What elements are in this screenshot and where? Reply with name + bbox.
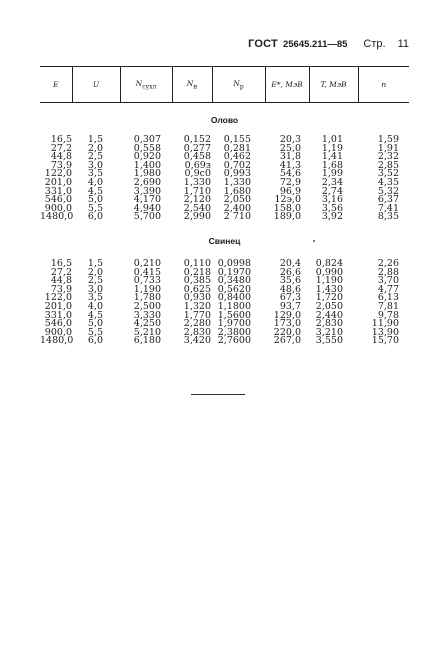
column-header-n-n: $N_н$ (172, 67, 212, 103)
cell-e-star: 267,0 (273, 335, 301, 347)
cell-e-star: 220,0 (273, 326, 301, 338)
cell-n: 4,77 (377, 283, 399, 295)
cell-n: 5,32 (377, 185, 399, 197)
cell-n-n: 0,69з (184, 159, 211, 171)
cell-u: 4,5 (87, 185, 103, 197)
cell-n: 8,35 (377, 211, 399, 223)
cell-e: 27,2 (50, 142, 72, 154)
cell-n-p: 1,9700 (217, 318, 251, 330)
cell-e: 27,2 (50, 266, 72, 278)
cell-n: 1,91 (377, 142, 399, 154)
cell-n-n: 1,770 (183, 309, 211, 321)
cell-e: 546,0 (44, 318, 72, 330)
cell-n-dry: 2,690 (133, 176, 161, 188)
cell-e-star: 20,4 (279, 257, 301, 269)
cell-u: 2,5 (87, 275, 103, 287)
cell-e: 16,5 (50, 257, 72, 269)
cell-n: 6,37 (377, 194, 399, 206)
cell-n-n: 0,277 (183, 142, 211, 154)
cell-n-p: 2 710 (223, 211, 251, 223)
cell-n-dry: 2,500 (133, 300, 161, 312)
cell-u: 3,5 (87, 168, 103, 180)
cell-u: 6,0 (87, 211, 103, 223)
cell-e-star: 12э,0 (274, 194, 301, 206)
cell-n-n: 0,218 (183, 266, 211, 278)
cell-e-star: 35,6 (279, 275, 301, 287)
cell-t: 1,430 (315, 283, 343, 295)
cell-u: 6,0 (87, 335, 103, 347)
cell-e: 44,8 (50, 275, 72, 287)
cell-n-dry: 3,390 (133, 185, 161, 197)
cell-u: 4,5 (87, 309, 103, 321)
section-row (40, 103, 409, 137)
cell-n-p: 0,0998 (217, 257, 251, 269)
cell-t: 3,210 (315, 326, 343, 338)
cell-n: 7,41 (377, 202, 399, 214)
cell-n-n: 2,540 (183, 202, 211, 214)
cell-u: 1,5 (87, 257, 103, 269)
cell-n-dry: 4,940 (133, 202, 161, 214)
cell-n-p: 0,5620 (217, 283, 251, 295)
cell-n-n: 0,385 (183, 275, 211, 287)
cell-t: 2,050 (315, 300, 343, 312)
cell-e: 546,0 (44, 194, 72, 206)
cell-e-star: 173,0 (273, 318, 301, 330)
cell-e: 122,0 (44, 292, 72, 304)
cell-n-p: 0,8400 (217, 292, 251, 304)
cell-e: 331,0 (44, 309, 72, 321)
cell-u: 5,5 (87, 202, 103, 214)
cell-n-p: 2,7600 (217, 335, 251, 347)
cell-e: 73,9 (50, 159, 72, 171)
cell-e-star: 96,9 (279, 185, 301, 197)
cell-e: 201,0 (44, 300, 72, 312)
table-header (40, 67, 409, 103)
cell-e-star: 54,6 (279, 168, 301, 180)
cell-n-dry: 5,700 (133, 211, 161, 223)
cell-e: 331,0 (44, 185, 72, 197)
cell-n-p: 2,050 (223, 194, 251, 206)
cell-n-p: 0,281 (223, 142, 251, 154)
cell-n-n: 0,930 (183, 292, 211, 304)
cell-u: 5,0 (87, 194, 103, 206)
cell-e-star: 93,7 (279, 300, 301, 312)
cell-n: 13,90 (371, 326, 399, 338)
cell-e: 900,0 (44, 202, 72, 214)
cell-n-p: 0,702 (223, 159, 251, 171)
cell-n-n: 2,280 (183, 318, 211, 330)
cell-n: 2,85 (377, 159, 399, 171)
column-header-e: E (40, 67, 72, 103)
cell-n-p: 0,993 (223, 168, 251, 180)
cell-e-star: 41,3 (279, 159, 301, 171)
cell-n-dry: 0,307 (133, 134, 161, 145)
cell-t: 1,99 (321, 168, 343, 180)
cell-u: 1,5 (87, 134, 103, 145)
table-body (40, 103, 409, 346)
cell-n-dry: 1,400 (133, 159, 161, 171)
cell-n-dry: 4,250 (133, 318, 161, 330)
cell-n-p: 0,155 (223, 134, 251, 145)
cell-n-p: 1,680 (223, 185, 251, 197)
end-rule (191, 394, 245, 395)
cell-n-dry: 3,330 (133, 309, 161, 321)
cell-n-n: 0,152 (183, 134, 211, 145)
cell-n-dry: 0,558 (133, 142, 161, 154)
cell-n-dry: 1,980 (133, 168, 161, 180)
cell-t: 1,19 (321, 142, 343, 154)
data-table (40, 66, 409, 346)
cell-t: 0,824 (315, 257, 343, 269)
cell-e-star: 189,0 (273, 211, 301, 223)
cell-n-n: 0,458 (183, 151, 211, 163)
cell-t: 0,990 (315, 266, 343, 278)
cell-e-star: 158,0 (273, 202, 301, 214)
cell-n: 3,52 (377, 168, 399, 180)
cell-e-star: 25,0 (279, 142, 301, 154)
cell-n-n: 1,330 (183, 176, 211, 188)
cell-u: 2,5 (87, 151, 103, 163)
cell-u: 4,0 (87, 300, 103, 312)
cell-n: 9,78 (377, 309, 399, 321)
column-header-t: T, МэВ (309, 67, 358, 103)
cell-e-star: 48,6 (279, 283, 301, 295)
cell-n-n: 2,120 (183, 194, 211, 206)
cell-n: 3,70 (377, 275, 399, 287)
column-header-u: U (72, 67, 120, 103)
cell-t: 1,720 (315, 292, 343, 304)
cell-n-p: 0,3480 (217, 275, 251, 287)
cell-t: 1,190 (315, 275, 343, 287)
cell-e: 1480,0 (40, 335, 74, 347)
cell-n-dry: 0,733 (133, 275, 161, 287)
cell-n: 6,13 (377, 292, 399, 304)
section-title: Свинец (208, 235, 241, 246)
cell-e: 900,0 (44, 326, 72, 338)
cell-u: 2,0 (87, 142, 103, 154)
cell-e: 44,8 (50, 151, 72, 163)
cell-n-n: 1,710 (183, 185, 211, 197)
cell-n-p: 1,330 (223, 176, 251, 188)
cell-n-dry: 4,170 (133, 194, 161, 206)
cell-n-p: 2,400 (223, 202, 251, 214)
cell-e-star: 31,8 (279, 151, 301, 163)
cell-t: 1,68 (321, 159, 343, 171)
cell-n-p: 2,3800 (217, 326, 251, 338)
page-header (248, 38, 409, 50)
cell-u: 4,0 (87, 176, 103, 188)
cell-n: 2,32 (377, 151, 399, 163)
cell-n-dry: 0,210 (133, 257, 161, 269)
cell-n-n: 3,420 (183, 335, 211, 347)
cell-t: 3,550 (315, 335, 343, 347)
cell-e-star: 129,0 (273, 309, 301, 321)
table-row (40, 213, 409, 222)
page-number: 11 (397, 38, 409, 50)
cell-n-p: 0,462 (223, 151, 251, 163)
column-header-n: n (358, 67, 409, 103)
cell-n: 1,59 (377, 134, 399, 145)
cell-e: 201,0 (44, 176, 72, 188)
section-row (40, 222, 409, 260)
cell-n-n: 1,320 (183, 300, 211, 312)
cell-n-dry: 0,415 (133, 266, 161, 278)
stray-mark (313, 240, 315, 242)
cell-n-n: 2,990 (183, 211, 211, 223)
cell-n: 2,26 (377, 257, 399, 269)
cell-n-n: 2,830 (183, 326, 211, 338)
cell-n-p: 0,1970 (217, 266, 251, 278)
cell-u: 3,0 (87, 159, 103, 171)
cell-n-dry: 5,210 (133, 326, 161, 338)
page-label: Стр. (363, 38, 386, 50)
cell-t: 2,34 (321, 176, 343, 188)
cell-n-dry: 1,190 (133, 283, 161, 295)
cell-n-n: 0,9с0 (184, 168, 211, 180)
cell-u: 3,5 (87, 292, 103, 304)
cell-n: 7,81 (377, 300, 399, 312)
cell-e-star: 72,9 (279, 176, 301, 188)
cell-n-p: 1,5600 (217, 309, 251, 321)
cell-u: 5,0 (87, 318, 103, 330)
cell-n-p: 1,1800 (217, 300, 251, 312)
cell-t: 2,440 (315, 309, 343, 321)
cell-t: 1,41 (321, 151, 343, 163)
cell-t: 3,56 (321, 202, 343, 214)
cell-e: 122,0 (44, 168, 72, 180)
cell-e: 16,5 (50, 134, 72, 145)
cell-n: 2,88 (377, 266, 399, 278)
standard-label: ГОСТ (248, 38, 278, 50)
cell-n: 15,70 (371, 335, 399, 347)
cell-e-star: 20,3 (279, 134, 301, 145)
cell-n-dry: 1,780 (133, 292, 161, 304)
column-header-n-p: $N_p$ (212, 67, 265, 103)
column-header-n-dry: $N_{сухл}$ (120, 67, 172, 103)
cell-u: 3,0 (87, 283, 103, 295)
column-header-e-star: E*, МэВ (265, 67, 309, 103)
cell-n-n: 0,625 (183, 283, 211, 295)
cell-n-dry: 0,920 (133, 151, 161, 163)
cell-t: 2,74 (321, 185, 343, 197)
cell-e-star: 26,6 (279, 266, 301, 278)
cell-t: 1,01 (321, 134, 343, 145)
cell-e: 1480,0 (40, 211, 74, 223)
cell-n: 4,35 (377, 176, 399, 188)
cell-e: 73,9 (50, 283, 72, 295)
cell-t: 3,92 (321, 211, 343, 223)
cell-n-n: 0,110 (183, 257, 211, 269)
standard-number: 25645.211—85 (282, 39, 348, 50)
cell-e-star: 67,3 (279, 292, 301, 304)
cell-n: 11,90 (371, 318, 399, 330)
cell-t: 2,830 (315, 318, 343, 330)
table-row (40, 337, 409, 346)
cell-t: 3,16 (321, 194, 343, 206)
section-title: Олово (210, 114, 239, 125)
cell-u: 5,5 (87, 326, 103, 338)
cell-u: 2,0 (87, 266, 103, 278)
cell-n-dry: 6,180 (133, 335, 161, 347)
